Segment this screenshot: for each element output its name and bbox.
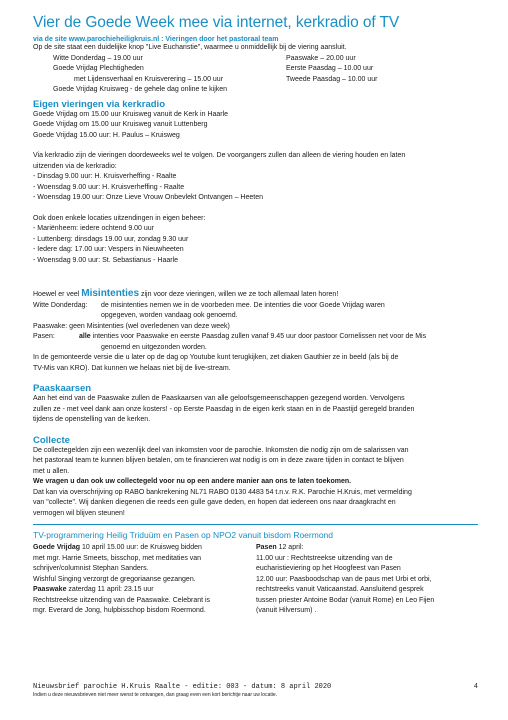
own-broadcast-line: - Iedere dag: 17.00 uur: Vespers in Nieuwheeten — [33, 246, 184, 253]
paaskaarsen-line: Aan het eind van de Paaswake zullen de Paaskaarsen van alle geloofsgemeenschappen gezegend worden. Vervolgens — [33, 395, 405, 402]
collecte-bank-line: van "collecte". Wij danken diegenen die reeds een gulle gave deden, en hopen dat iedereen ons naar draagkracht en — [33, 499, 396, 506]
tv-left-line: Rechtstreekse uitzending van de Paaswake. Celebrant is — [33, 596, 211, 604]
schedule-right-2: Eerste Paasdag – 10.00 uur — [286, 65, 374, 72]
tv-left-line: schrijver/columnist Stephan Sanders. — [33, 565, 149, 572]
footer-text: Nieuwsbrief parochie H.Kruis Raalte - editie: 003 - datum: 8 april 2020 — [33, 683, 332, 691]
witte-donderdag-row — [33, 301, 478, 312]
own-broadcast-intro: Ook doen enkele locaties uitzendingen in eigen beheer: — [33, 214, 206, 222]
tv-columns — [33, 543, 478, 617]
eigen-line: Goede Vrijdag om 15.00 uur Kruisweg vanuit de Kerk in Haarle — [33, 110, 229, 118]
newsletter-page — [33, 14, 478, 617]
collecte-heading: Collecte — [33, 434, 70, 446]
tv-left-line: Wishful Singing verzorgt de gregoriaanse gezangen. — [33, 575, 196, 583]
tv-heading: TV-programmering Heilig Triduüm en Pasen op NPO2 vanuit bisdom Roermond — [33, 530, 333, 540]
pasen-tv-line: Pasen 12 april: — [256, 544, 304, 551]
tv-right-line: rechtstreeks vanuit Vaticaanstad. Aansluitend gesprek — [256, 586, 424, 593]
witte-donderdag-label: Witte Donderdag: — [33, 301, 88, 309]
intro-text: Op de site staat een duidelijke knop "Live Eucharistie", waarmee u onmiddellijk bij de viering aansluit. — [33, 44, 347, 51]
schedule-right-1: Paaswake – 20.00 uur — [286, 54, 356, 62]
tv-left-line: mgr. Everard de Jong, hulpbisschop bisdom Roermond. — [33, 607, 206, 614]
paaswake-line: Paaswake: geen Misintenties (wel overledenen van deze week) — [33, 322, 230, 330]
tv-left-column — [33, 543, 248, 617]
schedule — [33, 54, 478, 96]
paaskaarsen-line: zullen ze - met veel dank aan onze kosters! - op Eerste Paasdag in de eigen kerk staan en in de Paastijd geregeld branden — [33, 405, 415, 413]
tv-right-line: (vanuit Hilversum) . — [256, 607, 317, 614]
schedule-left-4: Goede Vrijdag Kruisweg - de gehele dag online te kijken — [53, 86, 228, 93]
own-broadcast-line: - Woensdag 9.00 uur: St. Sebastianus - Haarle — [33, 256, 179, 264]
collecte-line: het pastoraal team te kunnen blijven betalen, om te financieren wat nodig is om in deze zware tijden in contact te blijven — [33, 457, 404, 464]
kerkradio-line: - Dinsdag 9.00 uur: H. Kruisverheffing - Raalte — [33, 173, 177, 180]
own-broadcast-line: - Luttenberg: dinsdags 19.00 uur, zondag 9.30 uur — [33, 235, 189, 243]
goede-vrijdag-line: Goede Vrijdag 10 april 15.00 uur: de Kruisweg bidden — [33, 544, 202, 551]
pasen-text-2: genoemd en uitgezonden worden. — [101, 343, 207, 351]
pasen-row: Pasen: alle intenties voor Paaswake en eerste Paasdag zullen vanaf 9.45 uur door pastoor Cornelissen net voor de Mis — [33, 332, 478, 343]
footer — [33, 683, 478, 698]
tv-right-line: 12.00 uur: Paasboodschap van de paus met Urbi et orbi, — [256, 575, 432, 583]
schedule-left-2: Goede Vrijdag Plechtigheden — [53, 65, 144, 72]
youtube-note: In de gemonteerde versie die u later op de dag op Youtube kunt terugkijken, zet diaken Gauthier ze in beeld (als bij de — [33, 354, 399, 361]
collecte-bank-line: Dat kan via overschrijving op RABO bankrekening NL71 RABO 0130 4483 54 t.n.v. R.K. Parochie H.Kruis, met vermelding — [33, 488, 412, 496]
paaswake-tv-line: Paaswake zaterdag 11 april: 23.15 uur — [33, 586, 154, 593]
schedule-right-3: Tweede Paasdag – 10.00 uur — [286, 75, 378, 83]
misintenties-intro: Hoewel er veel Misintenties zijn voor deze vieringen, willen we ze toch allemaal laten horen! — [33, 288, 339, 299]
tv-right-line: eucharistieviering op het Hoogfeest van Pasen — [256, 565, 401, 572]
eigen-line: Goede Vrijdag 15.00 uur: H. Paulus – Kruisweg — [33, 131, 180, 139]
paaskaarsen-line: tijdens de openstelling van de kerken. — [33, 416, 151, 423]
schedule-left-3: met Lijdensverhaal en Kruisverering – 15.00 uur — [74, 75, 224, 83]
kerkradio-intro: Via kerkradio zijn de vieringen doordeweeks wel te volgen. De voorgangers zullen dan alleen de viering houden en laten — [33, 152, 406, 159]
eigen-heading: Eigen vieringen via kerkradio — [33, 98, 165, 110]
kerkradio-intro: uitzenden via de kerkradio: — [33, 162, 117, 170]
tv-left-line: met mgr. Harrie Smeets, bisschop, met meditaties van — [33, 554, 202, 562]
schedule-left-1: Witte Donderdag – 19.00 uur — [53, 54, 143, 62]
eigen-line: Goede Vrijdag om 15.00 uur Kruisweg vanuit Luttenberg — [33, 121, 208, 128]
page-title: Vier de Goede Week mee via internet, kerkradio of TV — [33, 14, 400, 31]
tv-right-column — [256, 543, 481, 617]
collecte-bank-line: vermogen wil blijven steunen! — [33, 509, 125, 517]
kerkradio-line: - Woensdag 19.00 uur: Onze Lieve Vrouw Onbevlekt Ontvangen – Heeten — [33, 194, 263, 201]
tv-right-line: 11.00 uur : Rechtstreekse uitzending van de — [256, 554, 393, 562]
pasen-label: Pasen: — [33, 333, 55, 340]
tv-right-line: tussen priester Antoine Bodar (vanuit Rome) en Leo Fijen — [256, 596, 435, 604]
collecte-line: met u allen. — [33, 467, 70, 475]
witte-donderdag-text-2: opgegeven, worden vandaag ook genoemd. — [101, 312, 238, 319]
page-number: 4 — [473, 683, 478, 691]
unsubscribe-note: Indien u deze nieuwsbrieven niet meer wenst te ontvangen, dan graag even een kort berichtje naar uw locatie. — [33, 692, 278, 698]
site-subtitle: via de site www.parochieheiligkruis.nl : Vieringen door het pastoraal team — [33, 36, 279, 43]
own-broadcast-line: - Mariënheem: iedere ochtend 9.00 uur — [33, 225, 155, 232]
collecte-line: De collectegelden zijn een wezenlijk deel van inkomsten voor de parochie. Inkomsten die nodig zijn om de salarissen van — [33, 446, 409, 454]
misintenties-word: Misintenties — [81, 288, 140, 299]
witte-donderdag-text: de misintenties nemen we in de voorbeden mee. De intenties die voor Goede Vrijdag waren — [101, 301, 385, 309]
collecte-request: We vragen u dan ook uw collectegeld voor nu op een andere manier aan ons te laten toekomen. — [33, 478, 352, 485]
paaskaarsen-heading: Paaskaarsen — [33, 383, 92, 394]
kerkradio-line: - Woensdag 9.00 uur: H. Kruisverheffing - Raalte — [33, 183, 185, 191]
youtube-note-2: TV-Mis van KRO). Dat kunnen we helaas niet bij de live-stream. — [33, 364, 231, 372]
